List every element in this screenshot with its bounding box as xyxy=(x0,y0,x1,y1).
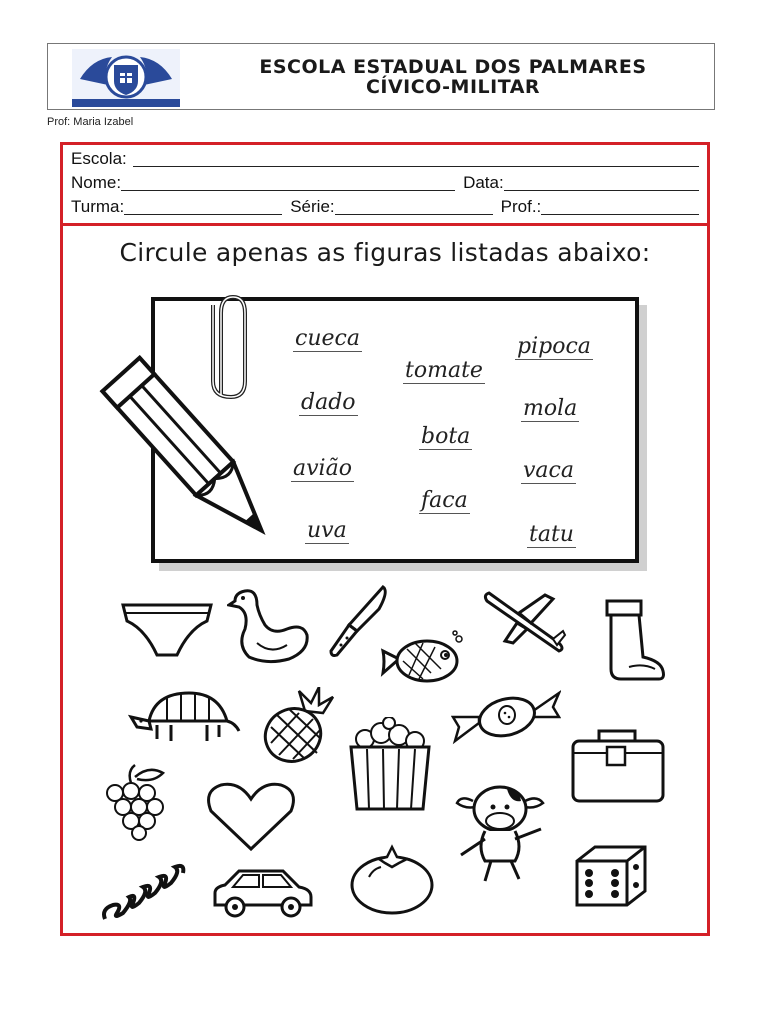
school-name: ESCOLA ESTADUAL DOS PALMARES xyxy=(259,56,647,78)
school-logo-icon xyxy=(72,49,180,107)
car-icon[interactable] xyxy=(211,863,315,925)
escola-label: Escola: xyxy=(71,149,127,168)
instruction-title: Circule apenas as figuras listadas abaixo: xyxy=(119,238,651,267)
frame-divider xyxy=(63,223,707,226)
data-field[interactable] xyxy=(504,174,699,191)
nome-field[interactable] xyxy=(121,174,455,191)
serie-field[interactable] xyxy=(335,198,493,215)
word-faca: faca xyxy=(421,488,468,513)
armadillo-icon[interactable] xyxy=(127,687,241,749)
escola-field[interactable] xyxy=(133,150,699,167)
word-vaca: vaca xyxy=(523,458,574,483)
word-bota: bota xyxy=(421,424,471,449)
school-header xyxy=(47,43,715,110)
serie-label: Série: xyxy=(290,197,335,216)
school-title xyxy=(203,57,703,97)
word-aviao: avião xyxy=(293,456,352,481)
word-cueca: cueca xyxy=(295,326,360,351)
teacher-name: Prof: Maria Izabel xyxy=(47,116,134,128)
airplane-icon[interactable] xyxy=(483,589,567,655)
prof-field[interactable] xyxy=(541,198,699,215)
word-dado: dado xyxy=(301,390,356,415)
grapes-icon[interactable] xyxy=(101,763,169,841)
pineapple-icon[interactable] xyxy=(259,687,335,765)
form-row-turma xyxy=(71,196,699,218)
school-subtitle: CÍVICO-MILITAR xyxy=(365,76,541,98)
form-row-nome xyxy=(71,172,699,194)
spring-icon[interactable] xyxy=(99,853,189,925)
pencil-icon xyxy=(103,355,293,565)
word-tatu: tatu xyxy=(529,522,574,547)
suitcase-icon[interactable] xyxy=(569,727,667,805)
candy-icon[interactable] xyxy=(451,687,561,749)
word-pipoca: pipoca xyxy=(517,334,591,359)
word-uva: uva xyxy=(307,518,347,543)
turma-field[interactable] xyxy=(124,198,282,215)
boot-icon[interactable] xyxy=(603,599,667,683)
word-mola: mola xyxy=(523,396,578,421)
worksheet-frame xyxy=(60,142,710,936)
data-label: Data: xyxy=(463,173,504,192)
die-icon[interactable] xyxy=(573,843,649,909)
form-row-escola xyxy=(71,148,699,170)
heart-icon[interactable] xyxy=(203,781,299,853)
popcorn-icon[interactable] xyxy=(345,717,435,813)
duck-icon[interactable] xyxy=(227,585,311,667)
nome-label: Nome: xyxy=(71,173,122,192)
tomato-icon[interactable] xyxy=(349,843,435,915)
underwear-icon[interactable] xyxy=(117,599,217,661)
turma-label: Turma: xyxy=(71,197,125,216)
cow-icon[interactable] xyxy=(455,781,547,885)
prof-label: Prof.: xyxy=(500,197,542,216)
word-tomate: tomate xyxy=(405,358,483,383)
fish-icon[interactable] xyxy=(379,629,465,691)
